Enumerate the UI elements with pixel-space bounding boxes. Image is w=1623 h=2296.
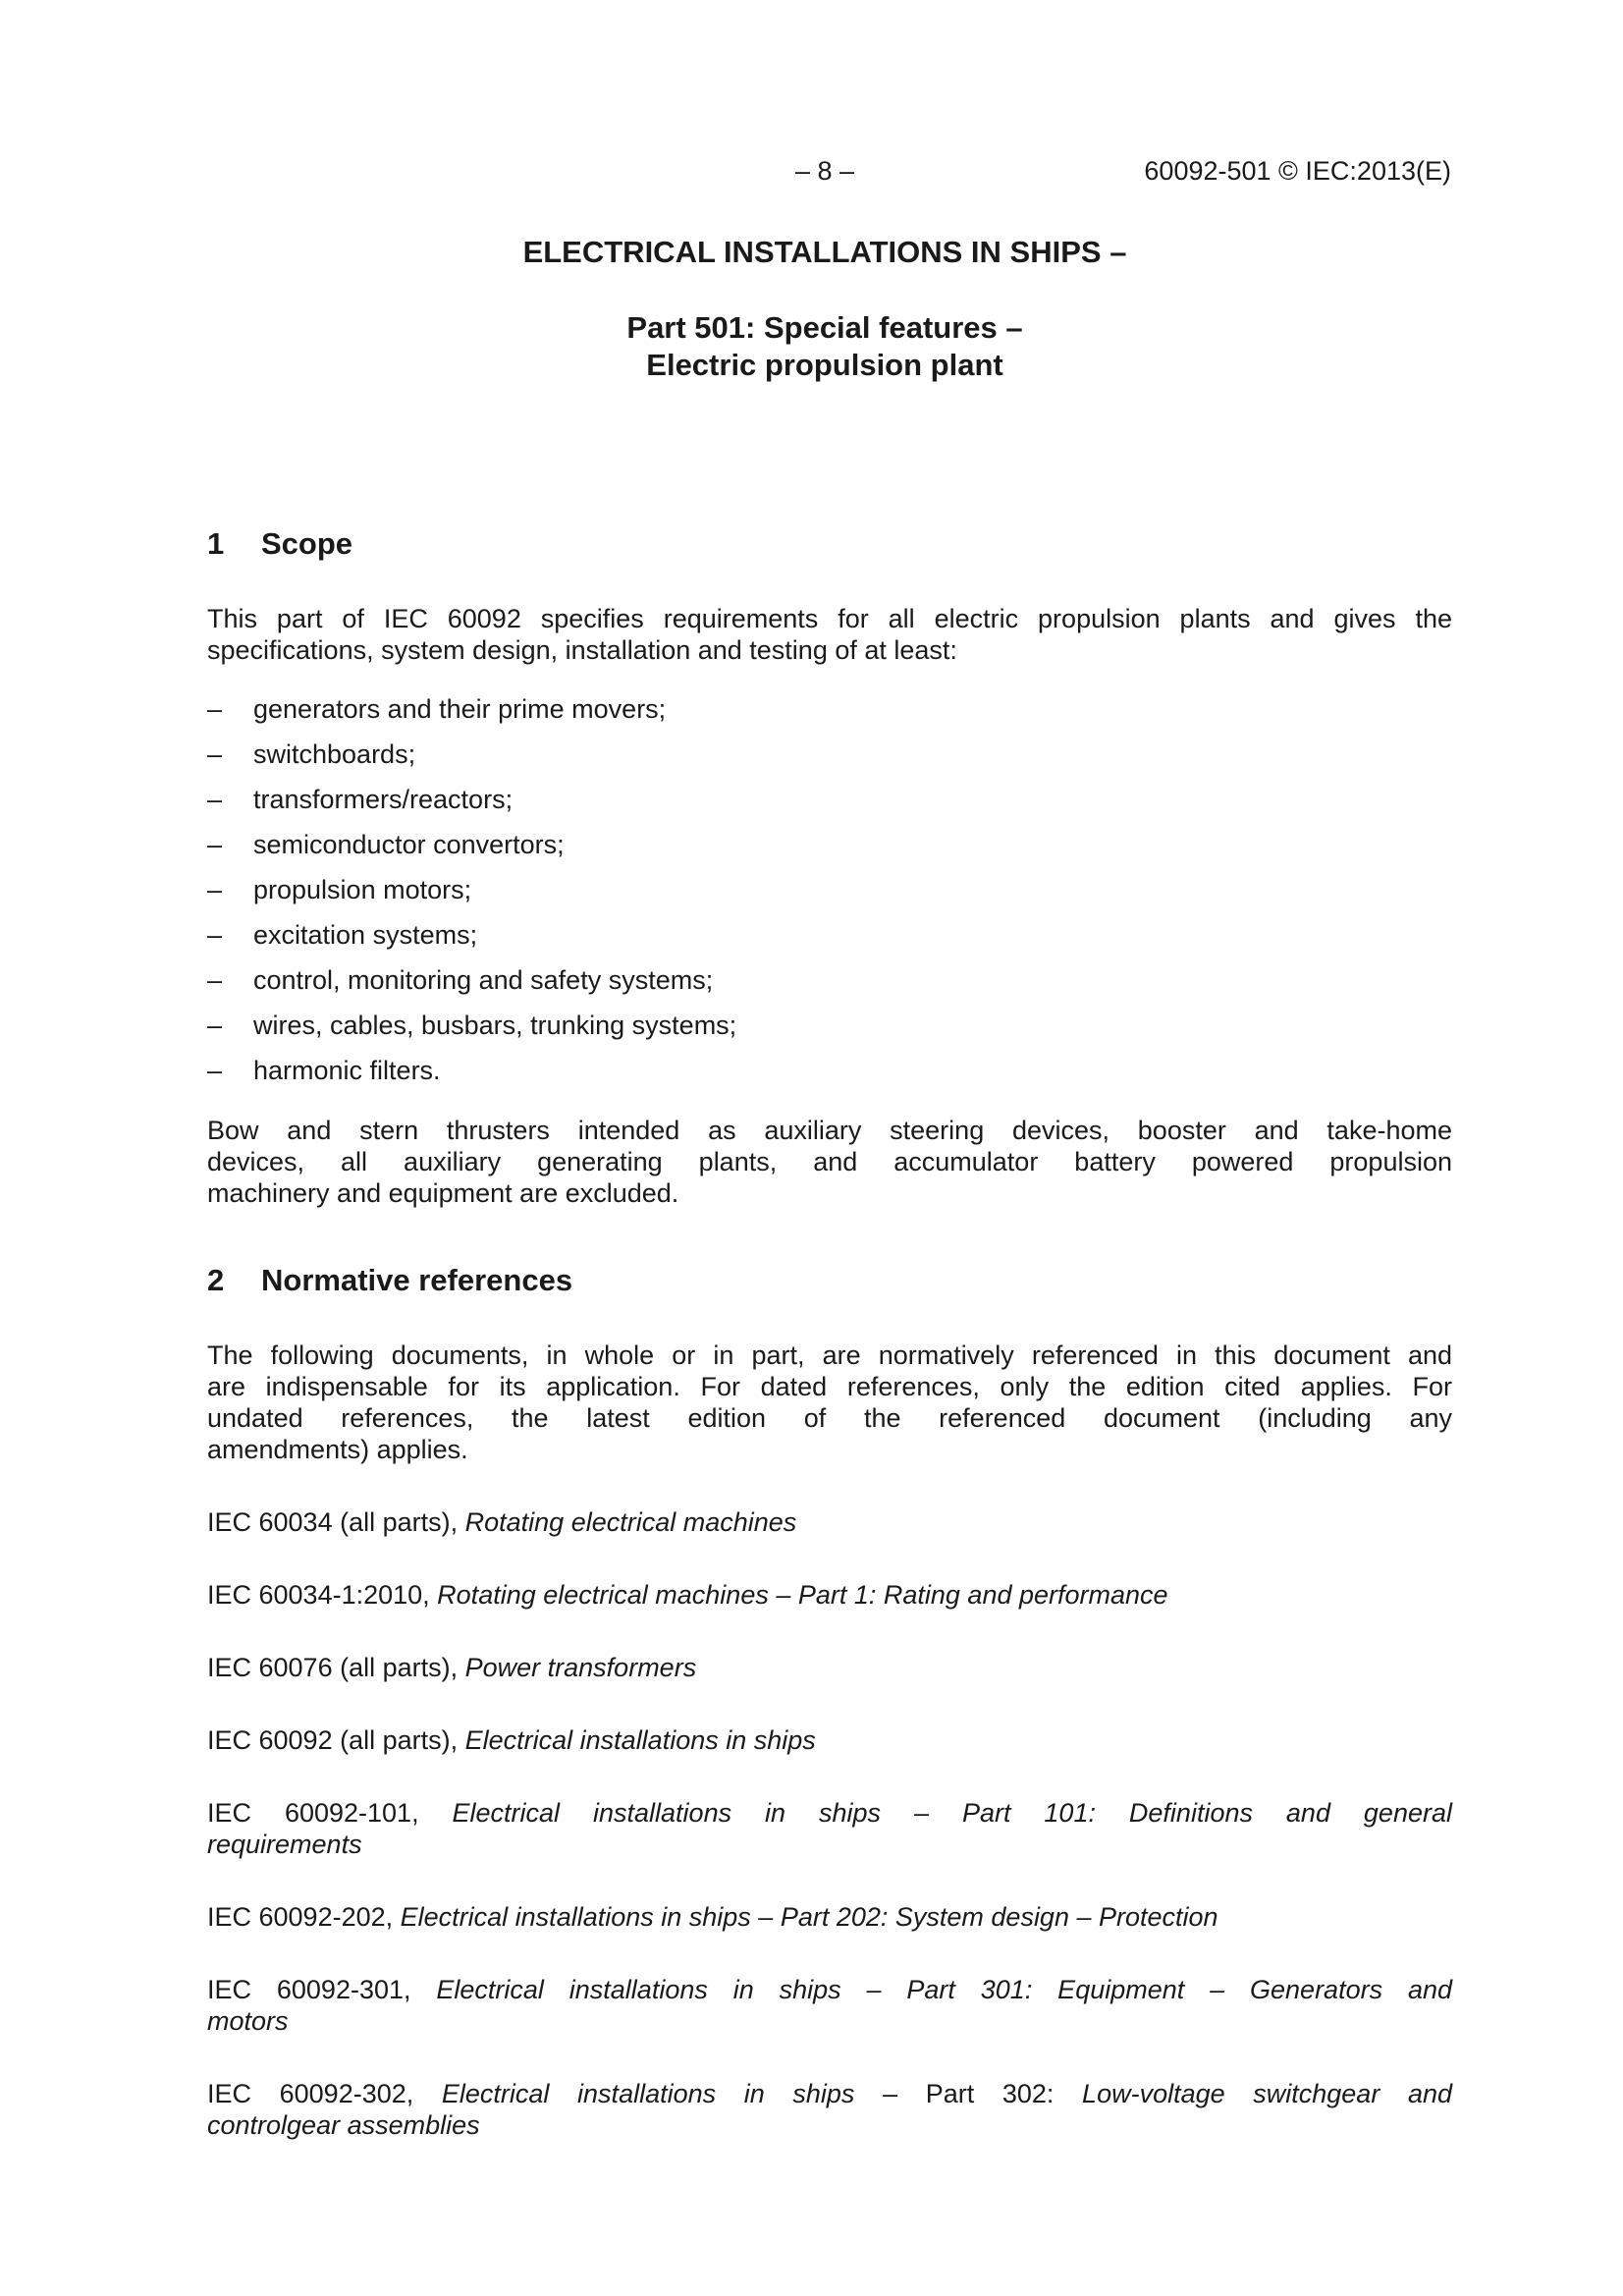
section-2-number: 2 (207, 1263, 225, 1297)
section-1-number: 1 (207, 526, 225, 561)
reference-code: IEC 60092-101, (207, 1798, 453, 1828)
reference-entry (207, 2078, 1452, 2109)
list-dash: – (207, 739, 223, 769)
page-number: – 8 – (794, 156, 855, 186)
list-item (207, 784, 1452, 815)
section-2-heading (207, 1262, 1452, 1299)
reference-title: Rotating electrical machines (464, 1507, 797, 1537)
reference-title: Electrical installations in ships (441, 2079, 855, 2108)
section-2-title: Normative references (261, 1263, 573, 1297)
reference-title: motors (207, 2006, 289, 2036)
refs-intro-line-4: amendments) applies. (207, 1435, 468, 1464)
reference-code: IEC 60092-302, (207, 2079, 442, 2108)
reference-entry (207, 1724, 1452, 1756)
reference-title: controlgear assemblies (207, 2110, 480, 2140)
list-dash: – (207, 875, 223, 904)
reference-entry (207, 1901, 1452, 1933)
reference-entry-continuation (207, 2005, 1452, 2037)
reference-entry (207, 1974, 1452, 2005)
list-item-text: transformers/reactors; (253, 785, 514, 814)
document-id: 60092-501 © IEC:2013(E) (1144, 156, 1451, 186)
reference-code: IEC 60034 (all parts), (207, 1507, 465, 1537)
list-item-text: control, monitoring and safety systems; (253, 965, 714, 995)
reference-title: requirements (207, 1830, 362, 1859)
document-subtitle-topic: Electric propulsion plant (646, 348, 1003, 382)
list-item (207, 693, 1452, 725)
list-item-text: semiconductor convertors; (253, 830, 565, 859)
list-item (207, 738, 1452, 770)
list-item (207, 829, 1452, 860)
reference-code: IEC 60092-301, (207, 1975, 437, 2004)
refs-intro-line-3: undated references, the latest edition of the referenced document (including any (207, 1403, 1452, 1433)
scope-exclusion-line-3: machinery and equipment are excluded. (207, 1178, 679, 1208)
list-dash: – (207, 1011, 223, 1040)
list-dash: – (207, 1056, 223, 1085)
refs-intro-line-2: are indispensable for its application. For dated references, only the edition cited applies. For (207, 1372, 1452, 1401)
reference-part: – Part 302: (854, 2079, 1083, 2108)
list-dash: – (207, 920, 223, 950)
list-dash: – (207, 785, 223, 814)
reference-entry (207, 1506, 1452, 1538)
reference-title: Electrical installations in ships (464, 1725, 816, 1755)
reference-title: Electrical installations in ships – Part 301: Equipment – Generators and (436, 1975, 1452, 2004)
scope-exclusion-line-2: devices, all auxiliary generating plants, and accumulator battery powered propulsion (207, 1147, 1452, 1176)
scope-intro-line-1: This part of IEC 60092 specifies requirements for all electric propulsion plants and gives the (207, 604, 1452, 633)
reference-code: IEC 60076 (all parts), (207, 1653, 465, 1682)
reference-entry (207, 1797, 1452, 1829)
list-item (207, 1055, 1452, 1086)
list-item-text: excitation systems; (253, 920, 478, 950)
reference-code: IEC 60092-202, (207, 1902, 401, 1932)
list-item-text: wires, cables, busbars, trunking systems; (253, 1011, 737, 1040)
document-title: ELECTRICAL INSTALLATIONS IN SHIPS – (522, 235, 1127, 269)
reference-title: Power transformers (464, 1653, 697, 1682)
list-item (207, 874, 1452, 905)
list-item-text: propulsion motors; (253, 875, 472, 904)
reference-title: Low-voltage switchgear and (1082, 2079, 1452, 2108)
reference-entry (207, 1652, 1452, 1683)
list-item-text: harmonic filters. (253, 1056, 441, 1085)
list-dash: – (207, 694, 223, 724)
reference-entry-continuation (207, 2109, 1452, 2141)
list-dash: – (207, 830, 223, 859)
reference-entry (207, 1579, 1452, 1611)
list-item-text: generators and their prime movers; (253, 694, 667, 724)
refs-intro-line-1: The following documents, in whole or in part, are normatively referenced in this document and (207, 1340, 1452, 1370)
list-item (207, 1010, 1452, 1041)
reference-code: IEC 60034-1:2010, (207, 1580, 438, 1610)
document-subtitle-part: Part 501: Special features – (626, 310, 1023, 345)
reference-entry-continuation (207, 1829, 1452, 1860)
section-1-title: Scope (261, 526, 353, 561)
list-item-text: switchboards; (253, 739, 416, 769)
list-dash: – (207, 965, 223, 995)
scope-intro-line-2: specifications, system design, installation and testing of at least: (207, 635, 957, 665)
list-item (207, 964, 1452, 996)
section-1-heading (207, 525, 1452, 563)
reference-code: IEC 60092 (all parts), (207, 1725, 465, 1755)
reference-title: Electrical installations in ships – Part 101: Definitions and general (452, 1798, 1452, 1828)
reference-title: Electrical installations in ships – Part 202: System design – Protection (400, 1902, 1218, 1932)
list-item (207, 919, 1452, 951)
scope-exclusion-line-1: Bow and stern thrusters intended as auxiliary steering devices, booster and take-home (207, 1116, 1452, 1145)
reference-title: Rotating electrical machines – Part 1: Rating and performance (437, 1580, 1168, 1610)
